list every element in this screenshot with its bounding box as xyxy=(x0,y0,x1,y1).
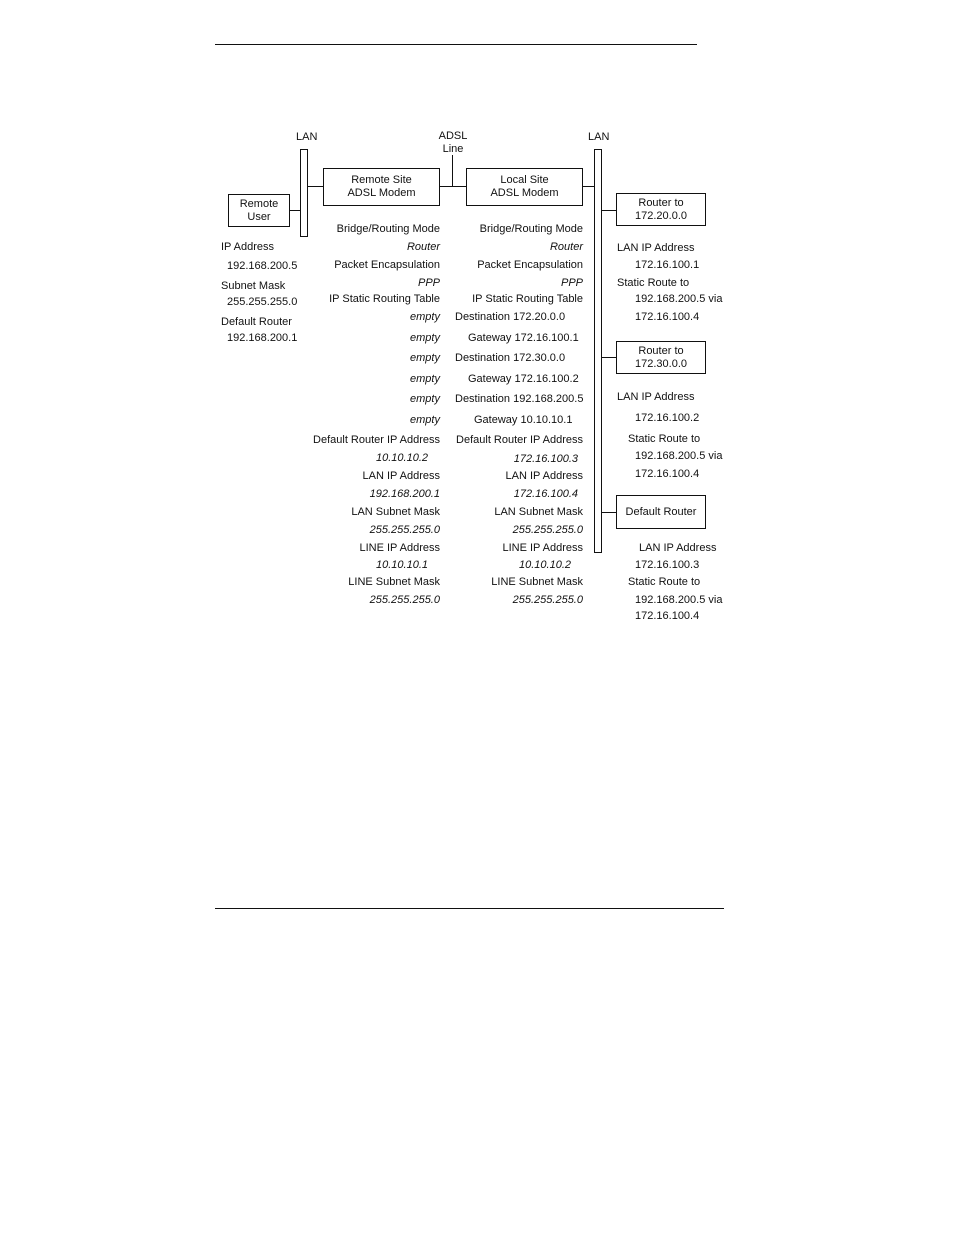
lan-right-label: LAN xyxy=(588,131,610,143)
router-172-30-lan-ip-value: 172.16.100.2 xyxy=(635,412,700,424)
remote-modem-line-1: Remote Site xyxy=(351,174,412,186)
router-172-30-box xyxy=(616,341,706,374)
remote-modem-route-1: empty xyxy=(410,311,440,323)
adsl-line-link xyxy=(439,186,466,187)
router-172-30-route-dest: 192.168.200.5 via xyxy=(635,450,723,462)
remote-user-ip-value: 192.168.200.5 xyxy=(227,260,298,272)
adsl-line-label xyxy=(432,130,474,156)
remote-modem-lan-mask-value: 255.255.255.0 xyxy=(369,524,440,536)
remote-user-line-1: Remote xyxy=(239,197,279,210)
remote-modem-lan-ip-label: LAN IP Address xyxy=(362,470,440,482)
lan-right-bar xyxy=(594,149,602,553)
router-172-20-lan-ip-value: 172.16.100.1 xyxy=(635,259,700,271)
local-modem-route-2: Gateway 172.16.100.1 xyxy=(468,332,579,344)
default-router-box xyxy=(616,495,706,529)
local-modem-route-1: Destination 172.20.0.0 xyxy=(455,311,566,323)
remote-modem-lan-ip-value: 192.168.200.1 xyxy=(369,488,440,500)
remote-modem-encap-label: Packet Encapsulation xyxy=(334,259,440,271)
top-rule xyxy=(215,44,697,45)
router-172-20-route-dest: 192.168.200.5 via xyxy=(635,293,723,305)
local-modem-route-4: Gateway 172.16.100.2 xyxy=(468,373,579,385)
bottom-rule xyxy=(215,908,724,909)
remote-user-router-value: 192.168.200.1 xyxy=(227,332,298,344)
lan-left-label: LAN xyxy=(296,131,318,143)
default-router-route-dest: 192.168.200.5 via xyxy=(635,594,723,606)
remote-modem-mode-value: Router xyxy=(406,241,440,253)
default-router-lan-ip-label: LAN IP Address xyxy=(639,542,717,554)
local-modem-encap-label: Packet Encapsulation xyxy=(477,259,583,271)
local-modem-route-3: Destination 172.30.0.0 xyxy=(455,352,566,364)
router-172-20-route-gw: 172.16.100.4 xyxy=(635,311,700,323)
router-172-20-lan-ip-label: LAN IP Address xyxy=(617,242,695,254)
adsl-line-label-2: Line xyxy=(442,143,464,155)
router-172-20-line-1: Router to xyxy=(638,196,684,209)
remote-user-box xyxy=(228,194,290,227)
local-modem-lan-mask-label: LAN Subnet Mask xyxy=(494,506,583,518)
local-modem-link xyxy=(582,186,594,187)
local-modem-line-1: Local Site xyxy=(500,174,549,186)
default-router-link xyxy=(602,512,616,513)
local-modem-default-router-value: 172.16.100.3 xyxy=(513,453,578,465)
remote-modem-route-3: empty xyxy=(410,352,440,364)
router-172-20-route-label: Static Route to xyxy=(617,277,690,289)
default-router-lan-ip-value: 172.16.100.3 xyxy=(635,559,700,571)
default-router-label: Default Router xyxy=(625,505,697,518)
local-modem-line-mask-value: 255.255.255.0 xyxy=(512,594,583,606)
router-172-30-line-1: Router to xyxy=(638,344,684,357)
remote-user-mask-value: 255.255.255.0 xyxy=(227,296,298,308)
remote-modem-default-router-value: 10.10.10.2 xyxy=(376,452,428,464)
default-router-route-label: Static Route to xyxy=(628,576,701,588)
local-modem-lan-mask-value: 255.255.255.0 xyxy=(512,524,583,536)
remote-modem-line-ip-label: LINE IP Address xyxy=(359,542,440,554)
router-172-30-route-gw: 172.16.100.4 xyxy=(635,468,700,480)
local-modem-default-router-label: Default Router IP Address xyxy=(456,434,583,446)
router-172-20-box xyxy=(616,193,706,226)
remote-modem-line-ip-value: 10.10.10.1 xyxy=(376,559,428,571)
remote-modem-route-5: empty xyxy=(410,393,440,405)
remote-modem-encap-value: PPP xyxy=(417,277,440,289)
local-modem-lan-ip-value: 172.16.100.4 xyxy=(513,488,578,500)
local-modem-encap-value: PPP xyxy=(560,277,583,289)
remote-user-mask-label: Subnet Mask xyxy=(221,280,286,292)
adsl-line-label-1: ADSL xyxy=(438,130,468,142)
router-172-30-line-2: 172.30.0.0 xyxy=(635,357,687,370)
router-172-30-link xyxy=(602,357,616,358)
remote-modem-route-4: empty xyxy=(410,373,440,385)
remote-modem-default-router-label: Default Router IP Address xyxy=(313,434,440,446)
remote-modem-mode-label: Bridge/Routing Mode xyxy=(336,223,440,235)
local-modem-line-ip-label: LINE IP Address xyxy=(502,542,583,554)
local-modem-mode-value: Router xyxy=(549,241,583,253)
remote-user-ip-label: IP Address xyxy=(221,241,274,253)
remote-modem-route-6: empty xyxy=(410,414,440,426)
local-modem-box xyxy=(466,168,583,206)
remote-modem-line-mask-value: 255.255.255.0 xyxy=(369,594,440,606)
remote-user-line-2: User xyxy=(247,210,271,223)
local-modem-lan-ip-label: LAN IP Address xyxy=(505,470,583,482)
remote-modem-routing-table-label: IP Static Routing Table xyxy=(329,293,440,305)
remote-user-link xyxy=(289,210,300,211)
remote-modem-route-2: empty xyxy=(410,332,440,344)
remote-modem-line-mask-label: LINE Subnet Mask xyxy=(348,576,440,588)
local-modem-route-6: Gateway 10.10.10.1 xyxy=(474,414,573,426)
local-modem-route-5: Destination 192.168.200.5 xyxy=(455,393,584,405)
remote-modem-line-2: ADSL Modem xyxy=(347,187,416,199)
adsl-line-stem xyxy=(452,155,453,186)
router-172-20-line-2: 172.20.0.0 xyxy=(635,209,687,222)
local-modem-line-2: ADSL Modem xyxy=(490,187,559,199)
local-modem-mode-label: Bridge/Routing Mode xyxy=(479,223,583,235)
remote-modem-link xyxy=(308,186,323,187)
local-modem-line-ip-value: 10.10.10.2 xyxy=(519,559,571,571)
router-172-30-route-label: Static Route to xyxy=(628,433,701,445)
local-modem-routing-table-label: IP Static Routing Table xyxy=(472,293,583,305)
remote-modem-box xyxy=(323,168,440,206)
local-modem-line-mask-label: LINE Subnet Mask xyxy=(491,576,583,588)
default-router-route-gw: 172.16.100.4 xyxy=(635,610,700,622)
router-172-30-lan-ip-label: LAN IP Address xyxy=(617,391,695,403)
remote-user-router-label: Default Router xyxy=(221,316,292,328)
router-172-20-link xyxy=(602,210,616,211)
remote-modem-lan-mask-label: LAN Subnet Mask xyxy=(351,506,440,518)
